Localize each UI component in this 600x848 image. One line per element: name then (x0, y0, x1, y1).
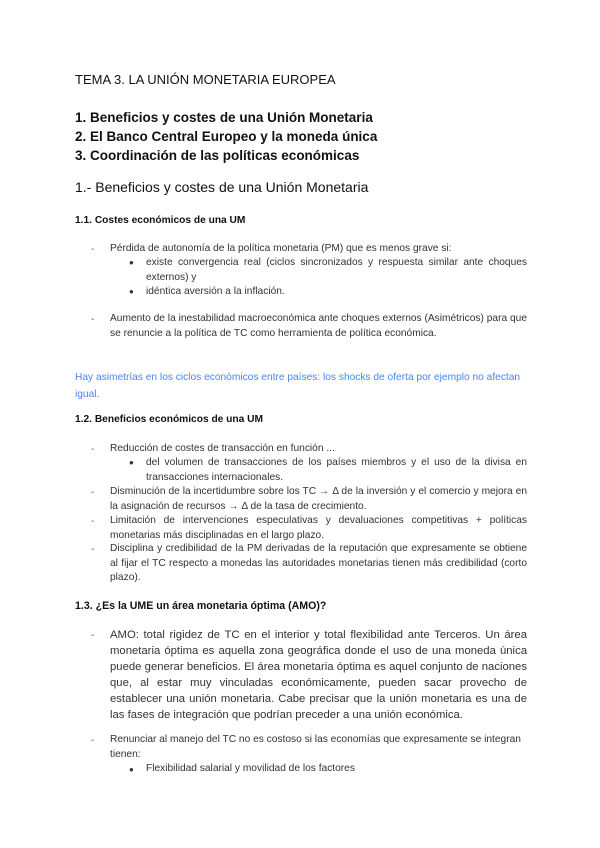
bullet-marker: ● (129, 458, 134, 467)
list-item: Disminución de la incertidumbre sobre los TC → Δ de la inversión y el comercio y mejora en la asignación de recursos → Δ de la tasa de crecimiento. (110, 486, 527, 512)
dash-marker: - (91, 487, 95, 498)
list-item: Disciplina y credibilidad de la PM derivadas de la reputación que expresamente se obtiene al fijar el TC respecto a monedas las autoridades monetarias tienen más credibilidad (corto plazo). (110, 543, 527, 583)
dash-marker: - (91, 516, 95, 527)
toc-item: 1. Beneficios y costes de una Unión Monetaria (75, 110, 373, 125)
sub-list-item: idéntica aversión a la inflación. (146, 286, 285, 297)
section-heading: 1.- Beneficios y costes de una Unión Monetaria (75, 179, 369, 195)
toc-item: 3. Coordinación de las políticas económicas (75, 148, 360, 163)
list-item: Aumento de la inestabilidad macroeconómica ante choques externos (Asimétricos) para que se renuncie a la política de TC como herramienta de política económica. (110, 313, 527, 339)
list-item: Reducción de costes de transacción en función ... (110, 443, 335, 454)
sub-list-item: del volumen de transacciones de los países miembros y el uso de la divisa en transacciones internacionales. (146, 457, 527, 483)
table-of-contents (75, 108, 377, 165)
list-item: Pérdida de autonomía de la política monetaria (PM) que es menos grave si: (110, 243, 452, 254)
dash-marker: - (91, 544, 95, 555)
subsection-heading: 1.1. Costes económicos de una UM (75, 215, 246, 226)
list-item: AMO: total rigidez de TC en el interior y total flexibilidad ante Terceros. Un área monetaria óptima es aquella zona geográfica donde el uso de una moneda única puede generar beneficios. El área monetaria óptima es aquel conjunto de naciones que, al estar muy vinculadas económicamente, pueden sacar provecho de establecer una unión monetaria. Cabe precisar que la unión monetaria es una de las fases de integración que podrían preceder a una unión económica. (110, 629, 527, 721)
document-title: TEMA 3. LA UNIÓN MONETARIA EUROPEA (75, 72, 336, 87)
bullet-marker: ● (129, 765, 134, 774)
dash-marker: - (91, 735, 95, 746)
subsection-heading: 1.3. ¿Es la UME un área monetaria óptima (AMO)? (75, 600, 327, 612)
sub-list-item: existe convergencia real (ciclos sincronizados y respuesta similar ante choques externos) y (146, 257, 527, 283)
dash-marker: - (91, 444, 95, 455)
toc-item: 2. El Banco Central Europeo y la moneda única (75, 129, 378, 144)
dash-marker: - (91, 244, 95, 255)
bullet-marker: ● (129, 287, 134, 296)
subsection-heading: 1.2. Beneficios económicos de una UM (75, 414, 263, 425)
list-item: Renunciar al manejo del TC no es costoso si las economías que expresamente se integran tienen: (110, 734, 521, 760)
bullet-marker: ● (129, 258, 134, 267)
highlight-note: Hay asimetrías en los ciclos económicos entre países: los shocks de oferta por ejemplo no afectan igual. (75, 372, 521, 400)
dash-marker: - (91, 314, 95, 325)
sub-list-item: Flexibilidad salarial y movilidad de los factores (146, 763, 355, 774)
dash-marker: - (91, 630, 95, 641)
list-item: Limitación de intervenciones especulativas y devaluaciones competitivas + políticas monetarias más disciplinadas en el largo plazo. (110, 515, 527, 541)
